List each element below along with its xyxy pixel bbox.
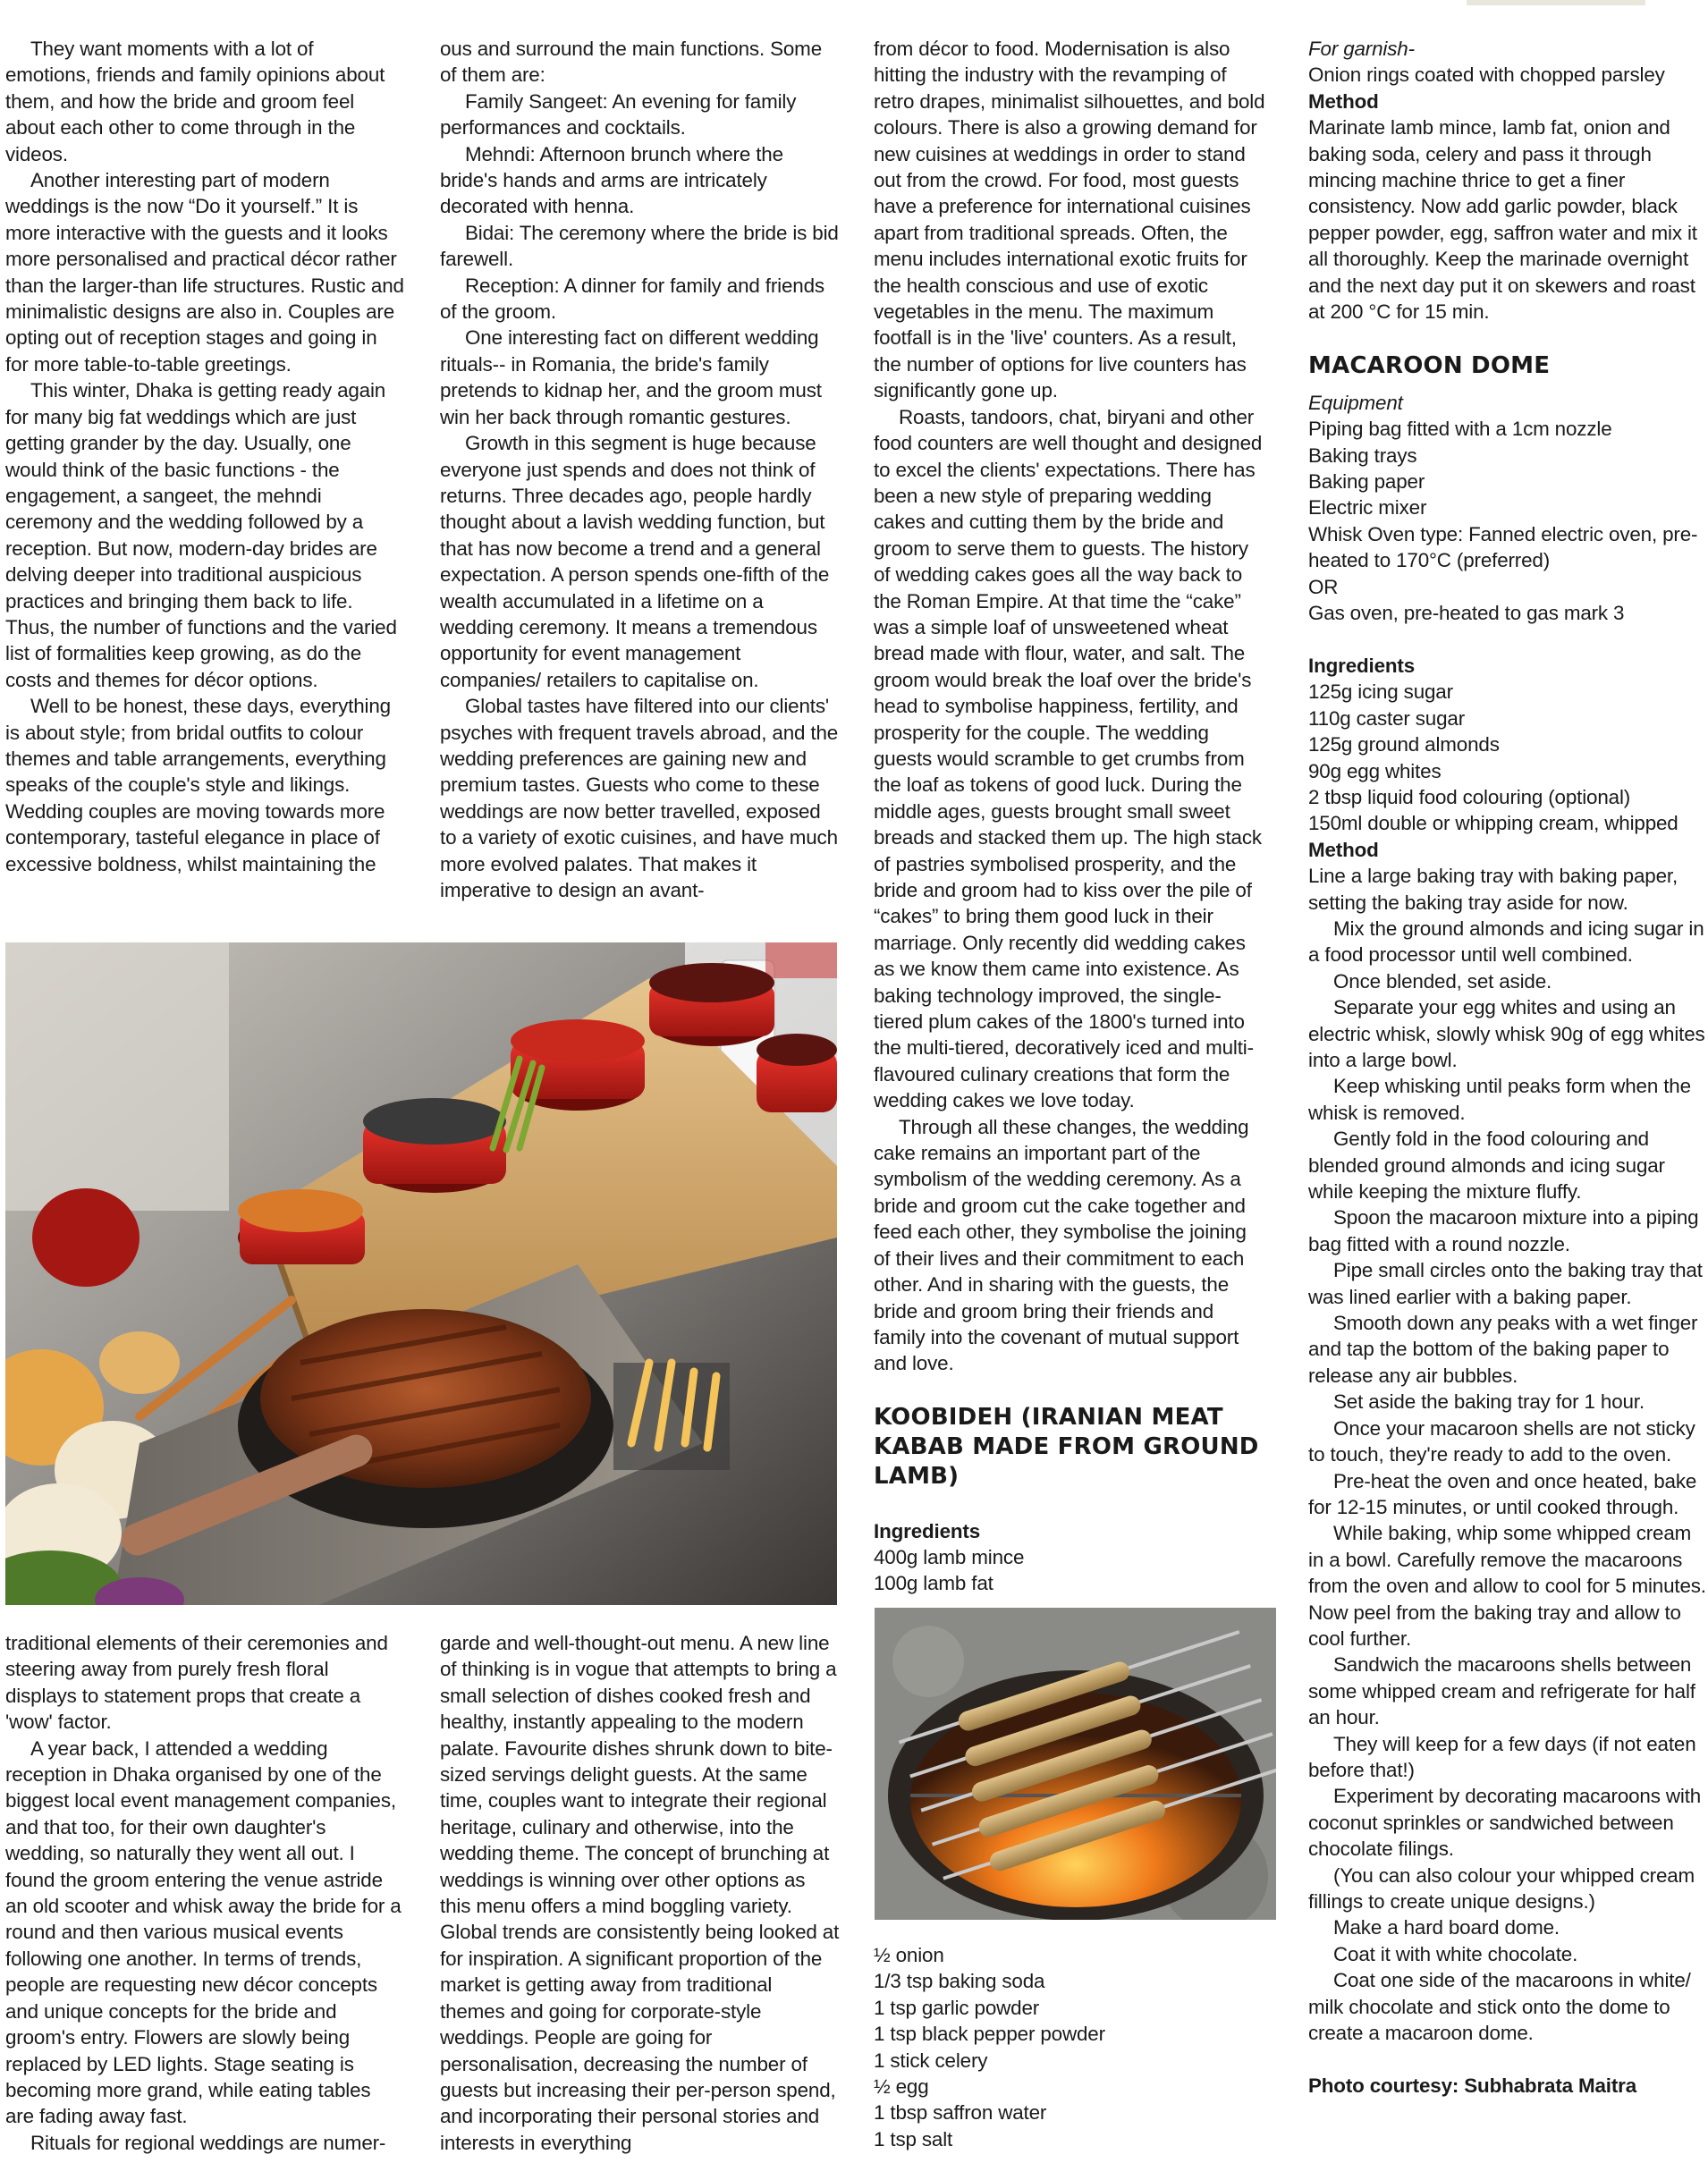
- ingredient-item: 125g ground almonds: [1308, 733, 1500, 756]
- column-3-ingredients-list: [874, 1942, 1267, 2152]
- spacer: [874, 1491, 1267, 1517]
- column-2-bottom: [440, 1630, 841, 2156]
- method-label: Method: [1308, 838, 1379, 861]
- spacer: [1308, 381, 1708, 390]
- ingredient-item: 1 tsp salt: [874, 2127, 953, 2150]
- paragraph: A year back, I attended a wedding reception in Dhaka organised by one of the biggest local event management companies, and that too, for their own daughter's wedding, so naturally they went all out. I found the groom entering the venue astride an old scooter and whisk away the bride for a round and then various musical events following one another. In terms of trends, people are requesting new décor concepts and unique concepts for the bride and groom's entry. Flowers are slowly being replaced by LED lights. Stage seating is becoming more grand, while eating tables are fading away fast.: [5, 1736, 402, 2128]
- ingredients-label: Ingredients: [1308, 654, 1416, 677]
- ingredient-item: 150ml double or whipping cream, whipped: [1308, 812, 1678, 835]
- method-step: Pipe small circles onto the baking tray that was lined earlier with a baking paper.: [1308, 1259, 1703, 1308]
- paragraph: They want moments with a lot of emotions, friends and family opinions about them, and how the bride and groom feel about each other to come through in the videos.: [5, 38, 385, 165]
- method-step: Make a hard board dome.: [1333, 1916, 1560, 1939]
- paragraph: Through all these changes, the wedding cake remains an important part of the symbolism of the wedding ceremony. As a bride and groom cut the cake together and feed each other, they symbolise the joining of their lives and their commitment to each other. And in sharing with the guests, the bride and groom bring their friends and family into the covenant of mutual support and love.: [874, 1115, 1249, 1375]
- column-3: [874, 36, 1267, 1597]
- paragraph: Global tastes have filtered into our clients' psyches with frequent travels abroad, and the wedding preferences are gaining new and premium tastes. Guests who come to these weddings are now better travelled, exposed to a variety of exotic cuisines, and have much more evolved palates. That makes it imperative to design an avant-: [440, 695, 839, 901]
- ingredient-item: ½ onion: [874, 1944, 944, 1966]
- food-counter-illustration: [5, 942, 837, 1605]
- method-step: Line a large baking tray with baking paper, setting the baking tray aside for now.: [1308, 865, 1678, 914]
- food-counter-photo: [5, 942, 837, 1605]
- method-step: Coat it with white chocolate.: [1333, 1942, 1578, 1965]
- method-step: Once your macaroon shells are not sticky to touch, they're ready to add to the oven.: [1308, 1416, 1695, 1466]
- method-label: Method: [1308, 89, 1379, 113]
- ingredient-item: 2 tbsp liquid food colouring (optional): [1308, 785, 1631, 808]
- method-step: While baking, whip some whipped cream in a bowl. Carefully remove the macaroons from the oven and allow to cool for 5 minutes. Now peel from the baking tray and allow to cool further.: [1308, 1522, 1706, 1650]
- kebab-photo: [875, 1608, 1276, 1920]
- method-step: Set aside the baking tray for 1 hour.: [1333, 1390, 1645, 1414]
- paragraph: One interesting fact on different wedding rituals-- in Romania, the bride's family pretends to kidnap her, and the groom must win her back through romantic gestures.: [440, 326, 822, 428]
- method-step: Sandwich the macaroons shells between some whipped cream and refrigerate for half an hour.: [1308, 1653, 1695, 1729]
- equipment-item: Whisk Oven type: Fanned electric oven, pre-heated to 170°C (preferred): [1308, 522, 1698, 572]
- ingredient-item: ½ egg: [874, 2075, 929, 2099]
- ingredient-item: 1/3 tsp baking soda: [874, 1970, 1045, 1993]
- spacer: [1308, 2046, 1708, 2072]
- method-step: Spoon the macaroon mixture into a piping bag fitted with a round nozzle.: [1308, 1206, 1699, 1255]
- ingredient-item: 1 tsp garlic powder: [874, 1996, 1040, 2019]
- method-step: Experiment by decorating macaroons with coconut sprinkles or sandwiched between chocolate filings.: [1308, 1785, 1702, 1861]
- column-1-top: [5, 36, 404, 877]
- paragraph: ous and surround the main functions. Some of them are:: [440, 38, 822, 87]
- column-4: [1308, 36, 1708, 2099]
- ritual-item: Reception: A dinner for family and friends of the groom.: [440, 274, 824, 324]
- method-step: Mix the ground almonds and icing sugar in a food processor until well combined.: [1308, 917, 1704, 967]
- ingredient-item: 1 tsp black pepper powder: [874, 2023, 1105, 2046]
- spacer: [1308, 627, 1708, 653]
- paragraph: Growth in this segment is huge because everyone just spends and does not think of returns. Three decades ago, people hardly thought about a lavish wedding function, but that has now become a trend and a general expectation. A person spends one-fifth of the wealth accumulated in a lifetime on a wedding ceremony. It means a tremendous opportunity for event management companies/ retailers to capitalise on.: [440, 432, 830, 691]
- paragraph: Well to be honest, these days, everything is about style; from bridal outfits to colour themes and table arrangements, everything speaks of the couple's style and likings. Wedding couples are moving towards more contemporary, tasteful elegance in place of excessive boldness, whilst maintaining the: [5, 695, 391, 875]
- method-step: They will keep for a few days (if not eaten before that!): [1308, 1732, 1696, 1781]
- ritual-item: Bidai: The ceremony where the bride is bid farewell.: [440, 221, 839, 271]
- equipment-item: Piping bag fitted with a 1cm nozzle: [1308, 418, 1612, 441]
- paragraph: Another interesting part of modern weddings is the now “Do it yourself.” It is more interactive with the guests and it looks more personalised and practical décor rather than the larger-than life structures. Rustic and minimalistic designs are also in. Couples are opting out of reception stages and going in for more table-to-table greetings.: [5, 169, 404, 376]
- paragraph: This winter, Dhaka is getting ready again for many big fat weddings which are just getting grander by the day. Usually, one would think of the basic functions - the engagement, a sangeet, the mehndi ceremony and the wedding followed by a reception. But now, modern-day brides are delving deeper into traditional auspicious practices and bringing them back to life. Thus, the number of functions and the varied list of formalities keep growing, as do the costs and themes for décor options.: [5, 379, 397, 691]
- spacer: [874, 1377, 1267, 1403]
- method-step: (You can also colour your whipped cream fillings to create unique designs.): [1308, 1863, 1695, 1913]
- method-step: Smooth down any peaks with a wet finger and tap the bottom of the baking paper to release any air bubbles.: [1308, 1312, 1698, 1387]
- equipment-item: Baking paper: [1308, 470, 1425, 494]
- method-step: Coat one side of the macaroons in white/ milk chocolate and stick onto the dome to create a macaroon dome.: [1308, 1969, 1691, 2045]
- ingredient-item: 1 tbsp saffron water: [874, 2101, 1047, 2125]
- ritual-item: Family Sangeet: An evening for family performances and cocktails.: [440, 89, 797, 139]
- method-step: Once blended, set aside.: [1333, 969, 1552, 993]
- method-step: Gently fold in the food colouring and blended ground almonds and icing sugar while keeping the mixture fluffy.: [1308, 1128, 1665, 1204]
- ritual-item: Mehndi: Afternoon brunch where the bride's hands and arms are intricately decorated with henna.: [440, 142, 783, 218]
- equipment-item: Gas oven, pre-heated to gas mark 3: [1308, 602, 1625, 625]
- column-2-top: [440, 36, 841, 903]
- garnish-text: Onion rings coated with chopped parsley: [1308, 63, 1665, 87]
- paragraph: Rituals for regional weddings are numer-: [30, 2131, 386, 2154]
- paragraph: traditional elements of their ceremonies and steering away from purely fresh floral displays to statement props that create a 'wow' factor.: [5, 1632, 388, 1734]
- paragraph: garde and well-thought-out menu. A new line of thinking is in vogue that attempts to bring a small selection of dishes cooked fresh and healthy, instantly appealing to the modern palate. Favourite dishes shrunk down to bite-sized servings delight guests. At the same time, couples want to integrate their regional heritage, culinary and otherwise, into the wedding theme. The concept of brunching at weddings is winning over other options as this menu offers a mind boggling variety. Global trends are consistently being looked at for inspiration. A significant proportion of the market is getting away from traditional themes and going for corporate-style weddings. People are going for personalisation, decreasing the number of guests but increasing their per-person spend, and incorporating their personal stories and interests in everything: [440, 1632, 840, 2154]
- kebab-skewer-illustration: [875, 1608, 1276, 1920]
- page-corner-mark: [1467, 0, 1645, 5]
- paragraph: Roasts, tandoors, chat, biryani and other food counters are well thought and designed to excel the clients' expectations. There has been a new style of preparing wedding cakes and cutting them by the bride and groom to serve them to guests. The history of wedding cakes goes all the way back to the Roman Empire. At that time the “cake” was a simple loaf of unsweetened wheat bread made with flour, water, and salt. The groom would break the loaf over the bride's head to symbolise happiness, fertility, and prosperity for the couple. The wedding guests would scramble to get crumbs from the loaf as tokens of good luck. During the middle ages, guests brought small sweet breads and stacked them up. The high stack of pastries symbolised prosperity, and the bride and groom had to kiss over the pile of “cakes” to bring them good luck in their marriage. Only recently did wedding cakes as we know them came into existence. As baking technology improved, the single-tiered plum cakes of the 1800's turned into the multi-tiered, decoratively iced and multi-flavoured culinary creations that form the wedding cakes we love today.: [874, 405, 1263, 1112]
- ingredients-label: Ingredients: [874, 1519, 981, 1542]
- paragraph: from décor to food. Modernisation is also hitting the industry with the revamping of retro drapes, minimalist silhouettes, and bold colours. There is also a growing demand for new cuisines at weddings in order to stand out from the crowd. For food, most guests have a preference for international cuisines apart from traditional spreads. Often, the menu includes international exotic fruits for the health conscious and use of exotic vegetables in the menu. The maximum footfall is in the 'live' counters. As a result, the number of options for live counters has significantly gone up.: [874, 38, 1265, 402]
- ingredient-item: 125g icing sugar: [1308, 680, 1453, 704]
- kabab-recipe-title: KOOBIDEH (IRANIAN MEAT KABAB MADE FROM GROUND LAMB): [874, 1404, 1259, 1491]
- ingredient-item: 1 stick celery: [874, 2049, 988, 2072]
- method-step: Pre-heat the oven and once heated, bake for 12-15 minutes, or until cooked through.: [1308, 1469, 1697, 1518]
- macaroon-recipe-title: MACAROON DOME: [1308, 351, 1551, 379]
- garnish-label: For garnish-: [1308, 38, 1415, 60]
- equipment-label: Equipment: [1308, 391, 1403, 414]
- equipment-item: Electric mixer: [1308, 496, 1427, 520]
- column-1-bottom: [5, 1630, 404, 2156]
- spacer: [1308, 325, 1708, 351]
- equipment-item: Baking trays: [1308, 444, 1417, 467]
- photo-credit: Photo courtesy: Subhabrata Maitra: [1308, 2074, 1637, 2097]
- kabab-method: Marinate lamb mince, lamb fat, onion and baking soda, celery and pass it through mincing machine thrice to get a finer consistency. Now add garlic powder, black pepper powder, egg, saffron water and mix it all thoroughly. Keep the marinade overnight and the next day put it on skewers and roast at 200 °C for 15 min.: [1308, 116, 1697, 324]
- ingredient-item: 400g lamb mince: [874, 1545, 1025, 1568]
- method-step: Keep whisking until peaks form when the whisk is removed.: [1308, 1075, 1691, 1124]
- ingredient-item: 100g lamb fat: [874, 1572, 994, 1595]
- ingredient-item: 110g caster sugar: [1308, 706, 1466, 730]
- equipment-item: OR: [1308, 575, 1339, 598]
- method-step: Separate your egg whites and using an electric whisk, slowly whisk 90g of egg whites into a large bowl.: [1308, 996, 1705, 1071]
- ingredient-item: 90g egg whites: [1308, 759, 1442, 782]
